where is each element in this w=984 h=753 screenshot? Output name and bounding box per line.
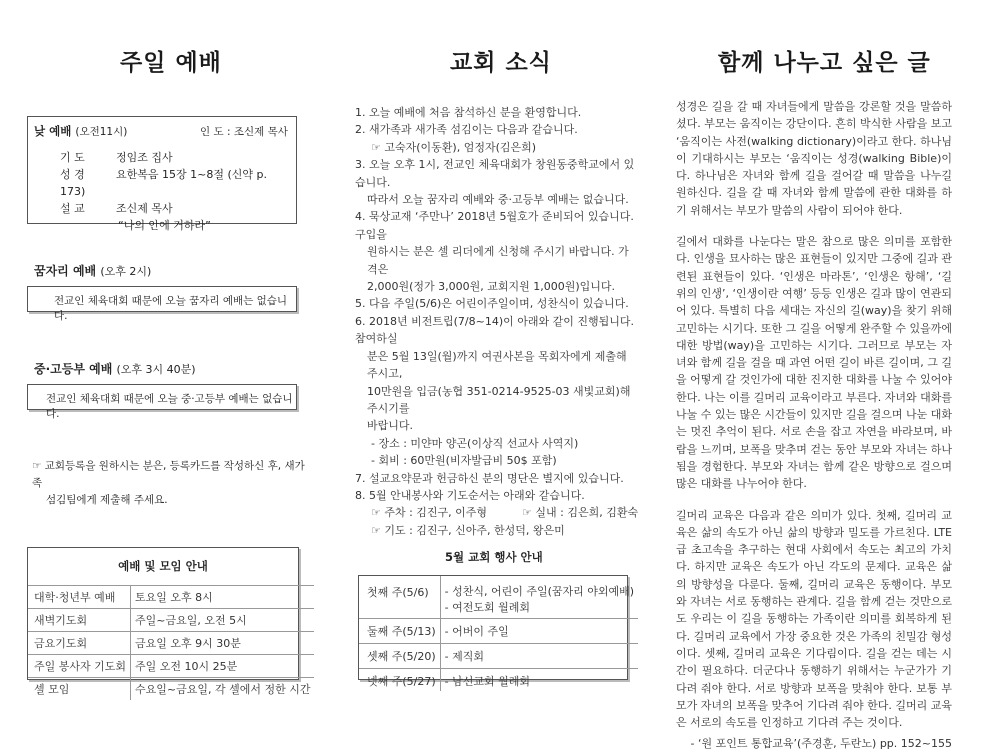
day-service-title: 낮 예배 — [34, 124, 72, 138]
table-row: 새벽기도회 주일~금요일, 오전 5시 — [28, 609, 314, 632]
notice-item: 4. 묵상교재 ‘주만나’ 2018년 5월호가 준비되어 있습니다. 구입을 — [355, 210, 634, 241]
sermon-title: “나의 안에 거하라” — [118, 219, 211, 232]
notice-item: ☞ 주차 : 김진구, 이주형 ☞ 실내 : 김은희, 김환숙 — [371, 506, 639, 520]
notice-list — [355, 104, 639, 539]
table-row: 대학·청년부 예배 토요일 오후 8시 — [28, 586, 314, 609]
register-note-line: ☞ 교회등록을 원하시는 분은, 등록카드를 작성하신 후, 새가족 — [32, 460, 305, 489]
essay-paragraph: 성경은 길을 갈 때 자녀들에게 말씀을 강론할 것을 말씀하셨다. 부모는 움직이는 강단이다. 흔히 박식한 사람을 보고 ‘움직이는 사전(walking dictionary)이라고 한다. 하나님이 기대하시는 부모는 ‘움직이는 성경(walking Bible)이다. 하나님은 자녀와 함께 길을 걸어갈 때 말씀을 나누길 원하신다. 길을 갈 때 자녀와 함께 말씀에 관한 대화를 하기 위해서는 부모가 말씀의 사람이 되어야 한다. — [676, 100, 952, 217]
schedule-table — [28, 585, 314, 700]
schedule-title: 예배 및 모임 안내 — [118, 559, 208, 573]
events-title: 5월 교회 행사 안내 — [445, 550, 543, 564]
kids-service-heading: 꿈자리 예배 (오후 2시) — [34, 264, 152, 278]
event-item: - 제직회 — [444, 650, 485, 663]
right-column-title: 함께 나누고 싶은 글 — [718, 50, 931, 76]
kids-service-box — [27, 286, 297, 322]
event-item: - 남선교회 월례회 — [444, 675, 531, 688]
notice-item: 8. 5월 안내봉사와 기도순서는 아래와 같습니다. — [355, 488, 585, 502]
essay-source: - ‘원 포인트 통합교육’(주경훈, 두란노) pp. 152~155 — [690, 737, 952, 751]
kids-service-note: 전교인 체육대회 때문에 오늘 꿈자리 예배는 없습니다. — [54, 295, 288, 322]
day-service-time: (오전11시) — [75, 126, 128, 138]
notice-item: 5. 다음 주일(5/6)은 어린이주일이며, 성찬식이 있습니다. — [355, 297, 629, 311]
event-item: - 어버이 주일 — [444, 625, 509, 638]
event-item: - 여전도회 월례회 — [444, 601, 531, 614]
day-service-row: 설 교 조신제 목사 — [60, 202, 173, 215]
youth-service-note: 전교인 체육대회 때문에 오늘 중·고등부 예배는 없습니다. — [46, 393, 293, 420]
day-service-heading — [34, 123, 127, 139]
register-note-line: 섬김팀에게 제출해 주세요. — [46, 494, 168, 506]
youth-service-box — [27, 384, 297, 420]
notice-item: 7. 설교요약문과 헌금하신 분의 명단은 별지에 있습니다. — [355, 471, 624, 485]
day-service-box — [27, 116, 297, 232]
notice-item: 따라서 오늘 꿈자리 예배와 중·고등부 예배는 없습니다. — [367, 193, 629, 207]
notice-item: 6. 2018년 비전트립(7/8~14)이 아래와 같이 진행됩니다. 참여하실 — [355, 314, 634, 346]
middle-column-title: 교회 소식 — [450, 50, 552, 76]
essay-paragraph: 길머리 교육은 다음과 같은 의미가 있다. 첫째, 길머리 교육은 삶의 속도가 아닌 삶의 방향과 밀도를 가르친다. LTE급 초고속을 추구하는 현대 사회에서 속도는 최고의 가치다. 하지만 교육은 속도가 아닌 각도의 문제다. 교육은 삶의 방향성을 다룬다. 둘째, 길머리 교육은 동행이다. 부모와 자녀는 서로 동행하는 관계다. 길을 함께 걷는 것만으로도 우리는 이 길을 동행하는 가족이란 의미를 회복하게 된다. 길머리 교육에서 가장 중요한 것은 가족의 친밀감 형성이다. 셋째, 길머리 교육은 기다림이다. 길을 걷는 데는 시간이 필요하다. 더군다나 동행하기 위해서는 누군가가 기다려 줘야 한다. 서로 방향과 보폭을 맞춰야 한다. 보통 부모가 자녀의 보폭을 맞추어 기다려 줘야 한다. 길머리 교육은 서로의 속도를 인정하고 기다려 주는 것이다. — [676, 508, 952, 730]
essay-paragraph: 길에서 대화를 나눈다는 말은 참으로 많은 의미를 포함한다. 인생을 묘사하는 많은 표현들이 있지만 그중에 길과 관련된 표현들이 있다. ‘인생은 마라톤’, ‘인생은 항해’, ‘길 위의 인생’, ‘인생이란 여행’ 등등 인생은 길과 많이 연관되어 있다. 특별히 다음 세대는 자신의 길(way)을 찾기 위해 고민하는 시기다. 또한 그 길을 어떻게 완주할 수 있을까에 대한 방법(way)을 고민하는 시기다. 그러므로 부모는 자녀와 함께 길을 걸을 때 과연 어떤 길이 바른 길이며, 그 길을 어떻게 갈 것인가에 대한 진지한 대화를 나눌 수 있어야 한다. 나는 이를 길머리 교육이라고 부른다. 자녀와 대화를 나눌 수 있는 많은 시간들이 있지만 길을 걸으며 나눈 대화는 멋진 추억이 된다. 서로 손을 잡고 자연을 바라보며, 바람을 느끼며, 보폭을 맞추며 걷는 동안 부모와 자녀는 하나 됨을 경험한다. 부모와 자녀는 함께 같은 방향으로 걸으며 많은 대화를 나누어야 한다. — [676, 235, 952, 491]
day-service-row: 성 경 요한복음 15장 1~8절 (신약 p. 173) — [60, 168, 267, 198]
notice-item: 2. 새가족과 새가족 섬김이는 다음과 같습니다. — [355, 123, 578, 137]
notice-item: 2,000원(정가 3,000원, 교회지원 1,000원)입니다. — [367, 280, 616, 294]
left-column-title: 주일 예배 — [120, 50, 222, 76]
notice-item: ☞ 고숙자(이동환), 엄정자(김은희) — [371, 140, 537, 154]
notice-item: 분은 5월 13일(월)까지 여권사본을 목회자에게 제출해 주시고, — [367, 349, 627, 381]
notice-item: 1. 오늘 예배에 처음 참석하신 분을 환영합니다. — [355, 106, 582, 119]
day-service-rows — [60, 149, 290, 234]
register-note — [32, 458, 312, 509]
day-service-leader: 인 도 : 조신제 목사 — [200, 126, 288, 138]
table-row: 셋째 주(5/20) - 제직회 — [359, 644, 638, 669]
table-row: 넷째 주(5/27) - 남선교회 월례회 — [359, 669, 638, 692]
table-row: 셀 모임 수요일~금요일, 각 셀에서 정한 시간 — [28, 678, 314, 701]
table-row: 주일 봉사자 기도회 주일 오전 10시 25분 — [28, 655, 314, 678]
table-row: 금요기도회 금요일 오후 9시 30분 — [28, 632, 314, 655]
youth-service-heading: 중·고등부 예배 (오후 3시 40분) — [34, 362, 196, 376]
notice-item: ☞ 기도 : 김진구, 신아주, 한성덕, 왕은미 — [371, 523, 565, 537]
essay — [676, 98, 952, 753]
schedule-box — [27, 547, 311, 696]
table-row: 첫째 주(5/6) - 성찬식, 어린이 주일(꿈자리 야외예배) - 여전도회 월례회 — [359, 576, 638, 619]
table-row: 둘째 주(5/13) - 어버이 주일 — [359, 619, 638, 644]
notice-item: 10만원을 입금(농협 351-0214-9525-03 새빛교회)해 주시기를 — [367, 384, 631, 415]
event-item: - 성찬식, 어린이 주일(꿈자리 야외예배) — [444, 585, 635, 598]
notice-item: - 회비 : 60만원(비자발급비 50$ 포함) — [371, 454, 557, 468]
day-service-row: 기 도 정임조 집사 — [60, 151, 173, 164]
notice-item: 원하시는 분은 셀 리더에게 신청해 주시기 바랍니다. 가격은 — [367, 245, 629, 276]
notice-item: 바랍니다. — [367, 419, 414, 433]
notice-item: 3. 오늘 오후 1시, 전교인 체육대회가 창원동중학교에서 있습니다. — [355, 158, 635, 189]
events-box — [358, 575, 635, 688]
events-table — [359, 576, 638, 691]
notice-item: - 장소 : 미얀마 양곤(이상직 선교사 사역지) — [371, 436, 579, 450]
